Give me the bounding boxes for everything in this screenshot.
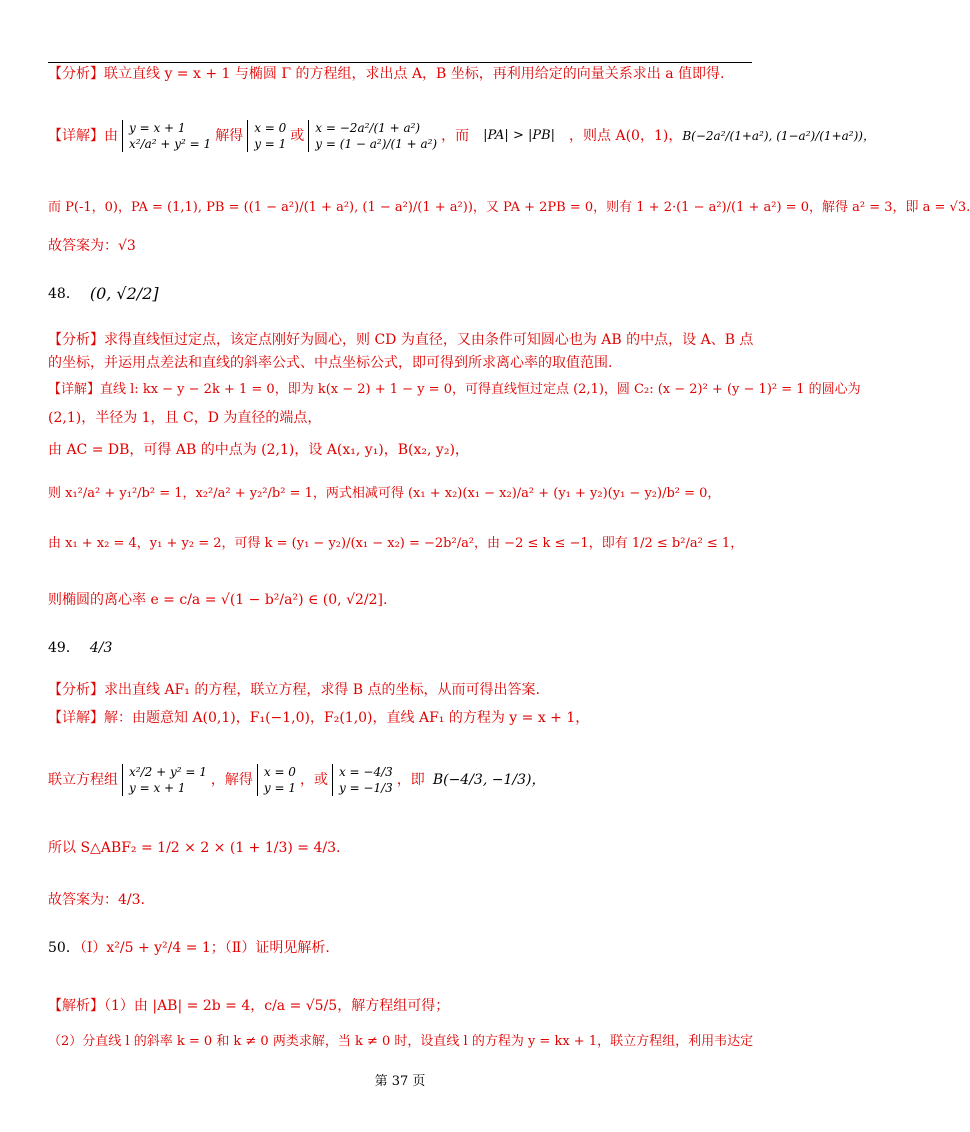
analysis-tag: 【分析】 [48,66,104,82]
detail-text: ，解得 [210,772,253,788]
question-number: 50． [48,940,80,956]
analysis-48 [48,330,753,350]
detail-text: 或 [290,128,305,144]
equation: y = 1 [263,781,296,795]
detail-text: 解：由题意知 A(0,1)，F₁(−1,0)，F₂(1,0)，直线 AF₁ 的方程为 y = x + 1， [104,710,590,726]
detail-48-l4: 则 x₁²/a² + y₁²/b² = 1，x₂²/a² + y₂²/b² = 1，两式相减可得 (x₁ + x₂)(x₁ − x₂)/a² + (y₁ + y₂)(y₁ − y₂)/b² = 0， [48,486,721,501]
detail-47-cont: 而 P(-1，0)，PA = (1,1), PB = ((1 − a²)/(1 + a²), (1 − a²)/(1 + a²))，又 PA + 2PB = 0，则有 1 + 2·(1 − a²)/(1 + a²) = 0，解得 a² = 3，即 a = √3. [48,200,970,215]
detail-text: 直线 l: kx − y − 2k + 1 = 0，即为 k(x − 2) + 1 − y = 0，可得直线恒过定点 (2,1)，圆 C₂: (x − 2)² + (y − 1)² = 1 的圆心为 [100,382,861,397]
equation: y = x + 1 [129,121,186,135]
question-50 [48,938,330,958]
analysis-tag: 【分析】 [48,682,104,698]
analysis-text: 求得直线恒过定点，该定点刚好为圆心，则 CD 为直径，又由条件可知圆心也为 AB 的中点，设 A、B 点 [104,332,754,348]
solution-system [308,120,437,152]
analysis-text: 求出直线 AF₁ 的方程，联立方程，求得 B 点的坐标，从而可得出答案. [104,682,540,698]
detail-48-l2: (2,1)，半径为 1，且 C，D 为直径的端点， [48,410,322,426]
detail-48-l3: 由 AC = DB，可得 AB 的中点为 (2,1)，设 A(x₁, y₁)，B(x₂, y₂)， [48,442,469,458]
solution-tag: 【解析】 [48,998,104,1014]
solution-50-cont: （2）分直线 l 的斜率 k = 0 和 k ≠ 0 两类求解，当 k ≠ 0 时，设直线 l 的方程为 y = kx + 1，联立方程组，利用韦达定 [48,1034,754,1049]
point-b: B(−2a²/(1+a²), (1−a²)/(1+a²))， [682,129,875,143]
equation-system [122,764,207,796]
question-49 [48,630,112,666]
detail-text: ，或 [299,772,328,788]
question-number: 49． [48,640,80,656]
equation-system [122,120,211,152]
equation: x = 0 [263,765,296,779]
equation: x = −4/3 [338,765,393,779]
question-number: 48． [48,286,80,302]
equation: x = −2a²/(1 + a²) [315,121,421,135]
detail-text: ，而 [441,128,470,144]
detail-text: ，即 [396,772,425,788]
equation: y = −1/3 [338,781,393,795]
analysis-tag: 【分析】 [48,332,104,348]
detail-48 [48,380,861,400]
detail-49 [48,708,589,728]
question-48 [48,276,159,312]
analysis-49 [48,680,540,700]
answer-line: 故答案为：√3 [48,238,136,254]
solution-50 [48,996,449,1016]
equation: x = 0 [254,121,287,135]
equation: x²/2 + y² = 1 [129,765,207,779]
answer-49: 4/3 [89,640,113,656]
detail-47 [48,100,875,172]
detail-49-area: 所以 S△ABF₂ = 1/2 × 2 × (1 + 1/3) = 4/3. [48,840,341,856]
answer-49-line: 故答案为：4/3. [48,892,145,908]
detail-48-l6: 则椭圆的离心率 e = c/a = √(1 − b²/a²) ∈ (0, √2/2]. [48,592,388,608]
header-rule [48,62,752,63]
point-b: B(−4/3, −1/3)， [432,772,546,788]
equation: x²/a² + y² = 1 [129,137,212,151]
solution-system [247,120,286,152]
solution-text: （1）由 |AB| = 2b = 4，c/a = √5/5，解方程组可得； [104,998,450,1014]
detail-text: 由 [104,128,118,144]
solution-system [332,764,393,796]
page-number: 第 37 页 [374,1074,426,1089]
equation: y = 1 [254,137,287,151]
detail-text: ，则点 A(0，1)， [569,128,683,144]
detail-48-l5: 由 x₁ + x₂ = 4，y₁ + y₂ = 2，可得 k = (y₁ − y₂)/(x₁ − x₂) = −2b²/a²，由 −2 ≤ k ≤ −1，即有 1/2 ≤ b²/a² ≤ 1， [48,536,744,551]
equation: y = x + 1 [129,781,186,795]
detail-tag: 【详解】 [48,382,101,397]
condition: |PA| > |PB| [483,128,556,143]
analysis-48-cont: 的坐标，并运用点差法和直线的斜率公式、中点坐标公式，即可得到所求离心率的取值范围. [48,355,613,371]
analysis-47 [48,64,724,84]
detail-tag: 【详解】 [48,710,104,726]
solution-system [257,764,296,796]
equation: y = (1 − a²)/(1 + a²) [315,137,438,151]
detail-text: 解得 [215,128,244,144]
analysis-text: 联立直线 y = x + 1 与椭圆 Γ 的方程组，求出点 A，B 坐标，再利用给定的向量关系求出 a 值即得. [104,66,725,82]
answer-50: （Ⅰ）x²/5 + y²/4 = 1；（Ⅱ）证明见解析. [79,940,330,956]
detail-text: 联立方程组 [48,772,118,788]
answer-48: (0, √2/2] [89,284,159,303]
detail-tag: 【详解】 [48,128,104,144]
detail-49-system [48,744,545,816]
